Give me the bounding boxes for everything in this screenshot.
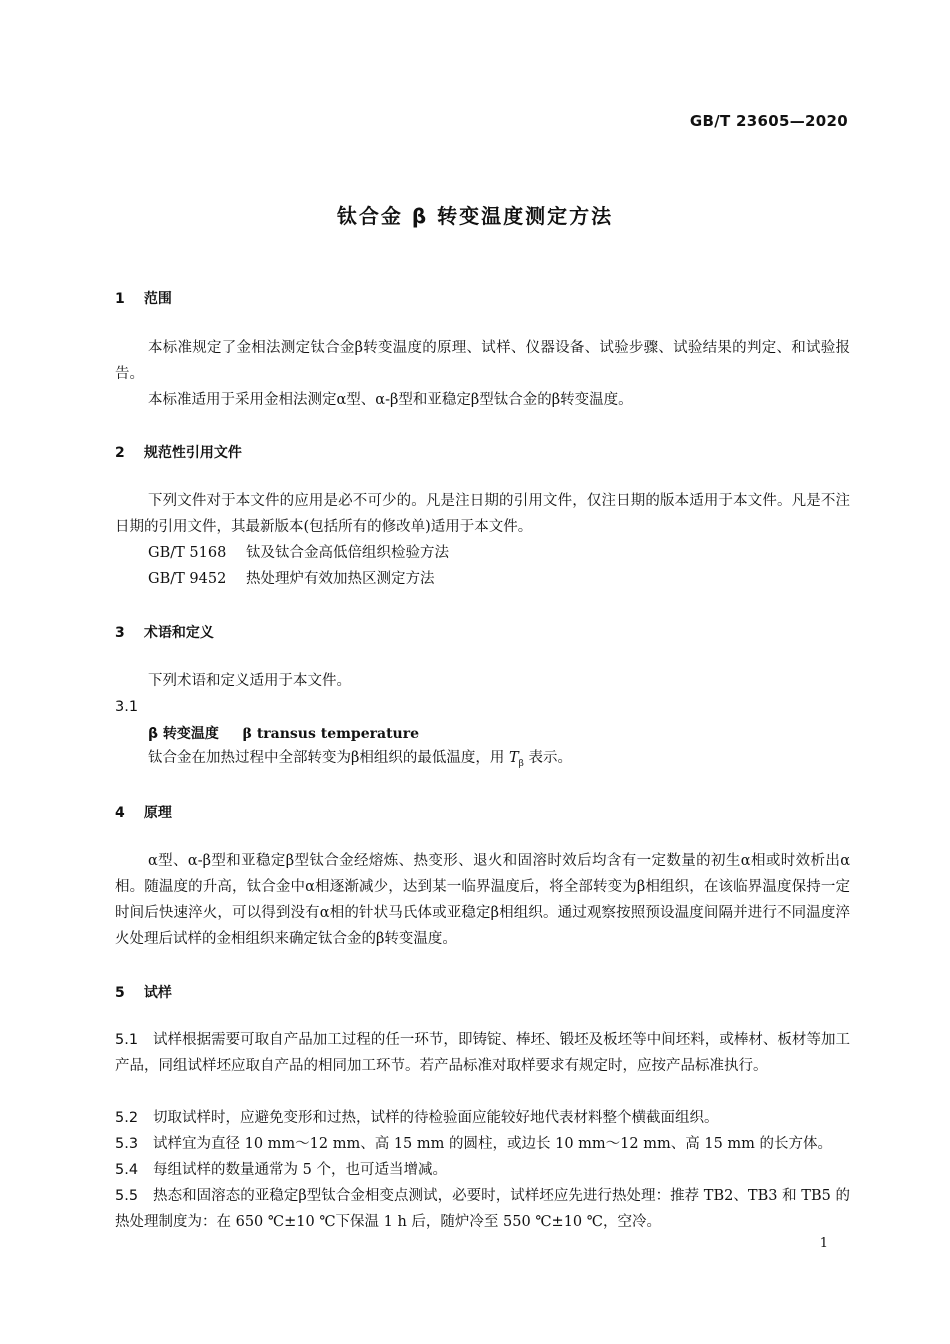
paragraph: α型、α-β型和亚稳定β型钛合金经熔炼、热变形、退火和固溶时效后均含有一定数量的初生α相或时效析出α相。随温度的升高，钛合金中α相逐渐减少，达到某一临界温度后，将全部转变为β相组织，在该临界温度保持一定时间后快速淬火，可以得到没有α相的针状马氏体或亚稳定β相组织。通过观察按照预设温度间隔并进行不同温度淬火处理后试样的金相组织来确定钛合金的β转变温度。 [115,853,850,947]
section-title: 术语和定义 [143,625,214,641]
section-number: 2 [115,445,125,461]
subclause-text: 切取试样时，应避免变形和过热，试样的待检验面应能较好地代表材料整个横截面组织。 [153,1110,719,1126]
section-heading-specimen [115,982,172,1002]
section-heading-scope [115,288,172,308]
document-title: 钛合金 β 转变温度测定方法 [336,204,614,228]
paragraph: 本标准适用于采用金相法测定α型、α-β型和亚稳定β型钛合金的β转变温度。 [148,392,633,408]
subclause-text: 热态和固溶态的亚稳定β型钛合金相变点测试，必要时，试样坯应先进行热处理：推荐 TB2、TB3 和 TB5 的热处理制度为：在 650 ℃±10 ℃下保温 1 h 后，随炉冷至 550 ℃±10 ℃，空冷。 [115,1188,850,1230]
subclause-text: 每组试样的数量通常为 5 个，也可适当增减。 [153,1162,447,1178]
subclause [115,1157,850,1183]
reference-item [148,540,449,566]
clause-number-text: 3.1 [115,699,139,715]
subclause-number: 5.3 [115,1136,139,1152]
paragraph: 下列术语和定义适用于本文件。 [148,673,351,689]
symbol: T [509,750,519,766]
subclause [115,1027,850,1079]
standard-number: GB/T 23605—2020 [689,112,848,130]
subclause-number: 5.5 [115,1188,139,1204]
definition-text: 钛合金在加热过程中全部转变为β相组织的最低温度，用 [148,750,505,766]
section-title: 原理 [143,805,172,821]
section-heading-normative-references [115,442,242,462]
reference-title: 钛及钛合金高低倍组织检验方法 [246,545,449,561]
subclause [115,1183,850,1235]
reference-item [148,566,435,592]
reference-code: GB/T 5168 [148,545,227,561]
paragraph: 下列文件对于本文件的应用是必不可少的。凡是注日期的引用文件，仅注日期的版本适用于本文件。凡是不注日期的引用文件，其最新版本(包括所有的修改单)适用于本文件。 [115,493,850,535]
section-title: 规范性引用文件 [143,445,242,461]
term-chinese: β 转变温度 [148,726,219,742]
section-number: 3 [115,625,125,641]
section-number: 1 [115,291,125,307]
symbol-subscript: β [518,758,524,769]
subclause-number: 5.2 [115,1110,139,1126]
reference-title: 热处理炉有效加热区测定方法 [246,571,435,587]
section-heading-principle [115,802,172,822]
reference-code: GB/T 9452 [148,571,227,587]
term-definition [148,745,572,777]
section-heading-terms [115,622,214,642]
term-entry [148,723,419,743]
section-title: 试样 [143,985,172,1001]
page-number: 1 [819,1236,828,1251]
subclause-number: 5.4 [115,1162,139,1178]
subclause-text: 试样根据需要可取自产品加工过程的任一环节，即铸锭、棒坯、锻坯及板坯等中间坯料，或棒材、板材等加工产品，同组试样坯应取自产品的相同加工环节。若产品标准对取样要求有规定时，应按产品标准执行。 [115,1032,850,1074]
subclause-text: 试样宜为直径 10 mm～12 mm、高 15 mm 的圆柱，或边长 10 mm～12 mm、高 15 mm 的长方体。 [153,1136,833,1152]
section-title: 范围 [143,291,172,307]
subclause [115,1105,850,1131]
paragraph: 本标准规定了金相法测定钛合金β转变温度的原理、试样、仪器设备、试验步骤、试验结果的判定、和试验报告。 [115,340,850,382]
term-english: β transus temperature [242,726,419,742]
clause-number [115,694,850,720]
section-number: 5 [115,985,125,1001]
section-number: 4 [115,805,125,821]
subclause-number: 5.1 [115,1032,139,1048]
subclause [115,1131,850,1157]
definition-text-end: 表示。 [528,750,572,766]
